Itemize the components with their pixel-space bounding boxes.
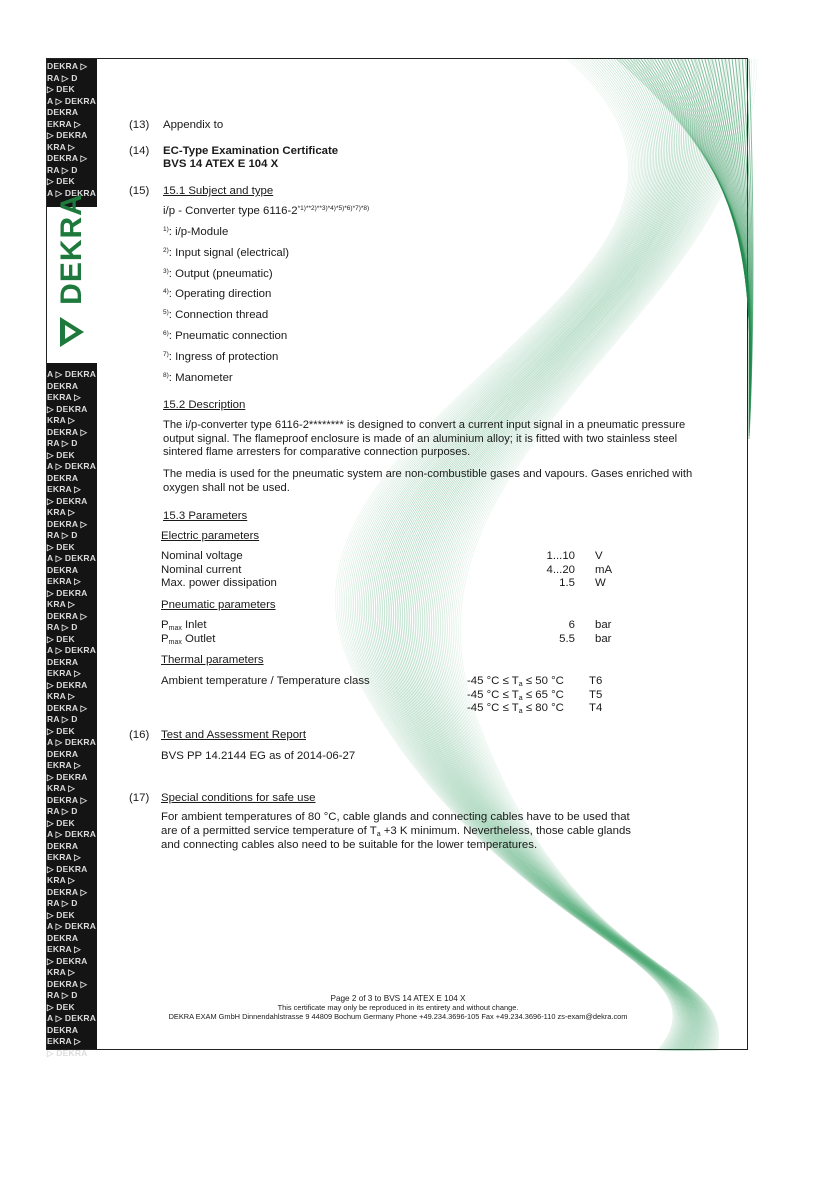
section-14-number: (14) — [129, 145, 150, 157]
legend-item-label: : Manometer — [168, 371, 233, 384]
temperature-range-post: ≤ 50 °C — [522, 675, 564, 687]
temperature-class: T6 — [589, 675, 603, 687]
footer-reproduction-notice: This certificate may only be reproduced in its entirety and without change. — [277, 1003, 519, 1012]
test-report-reference: BVS PP 14.2144 EG as of 2014-06-27 — [161, 750, 356, 762]
pneumatic-param-label — [161, 633, 215, 646]
temperature-range-sub: a — [518, 708, 523, 715]
converter-type-label: i/p - Converter type 6116-2 — [163, 205, 298, 217]
electric-param-label: Max. power dissipation — [161, 577, 277, 589]
pneumatic-parameters-heading: Pneumatic parameters — [161, 599, 276, 611]
electric-param-value: 1.5 — [559, 577, 575, 589]
temperature-range-pre: -45 °C ≤ T — [467, 702, 519, 714]
legend-item-index: 8) — [163, 371, 169, 379]
pneumatic-param-p: P — [161, 619, 169, 631]
temperature-range-pre: -45 °C ≤ T — [467, 675, 519, 687]
legend-item-index: 3) — [163, 267, 169, 275]
legend-item-index: 5) — [163, 309, 169, 317]
certificate-content — [47, 59, 747, 1049]
electric-parameters-heading: Electric parameters — [161, 530, 260, 542]
electric-param-unit: W — [595, 577, 606, 589]
temperature-range-sub: a — [518, 681, 523, 688]
electric-param-unit: V — [595, 550, 603, 562]
legend-item-label: : Operating direction — [168, 288, 272, 301]
special-conditions-line-1: For ambient temperatures of 80 °C, cable glands and connecting cables have to be used that — [161, 811, 630, 823]
electric-param-unit: mA — [595, 563, 613, 576]
electric-param-value: 4...20 — [546, 563, 575, 576]
legend-item-label: : Input signal (electrical) — [168, 246, 290, 259]
converter-type-code: *1)**2)**3)*4)*5)*6)*7)*8) — [297, 205, 370, 212]
pneumatic-param-sub: max — [168, 638, 182, 646]
temperature-range — [467, 689, 564, 702]
pneumatic-param-label: Inlet — [181, 619, 207, 631]
type-code-legend-item — [163, 309, 268, 322]
converter-type — [163, 205, 369, 218]
special-conditions-line-2 — [161, 825, 631, 838]
description-paragraph-2: The media is used for the pneumatic system are non-combustible gases and vapours. Gases enriched with oxygen shall not be used. — [163, 468, 693, 494]
pneumatic-param-value: 5.5 — [559, 632, 575, 645]
pneumatic-param-sub: max — [168, 625, 182, 632]
section-16-number: (16) — [129, 729, 150, 741]
description-paragraph-1: The i/p-converter type 6116-2******** is designed to convert a current input signal in a pneumatic pressure output signal. The flameproof enclosure is made of an aluminium alloy; it is fitted with two stainless steel sintered flame arresters for comparative connection purposes. — [163, 419, 686, 458]
type-code-legend-item — [163, 247, 289, 260]
dekra-logo-text: DEKRA — [55, 193, 88, 305]
parameters-heading: 15.3 Parameters — [163, 510, 248, 522]
temperature-range-post: ≤ 80 °C — [522, 702, 564, 714]
type-code-legend-item — [163, 226, 228, 239]
thermal-parameters-heading: Thermal parameters — [161, 654, 264, 666]
temperature-range-sub: a — [518, 694, 523, 702]
legend-item-label: : Output (pneumatic) — [168, 267, 273, 280]
legend-item-index: 6) — [163, 330, 169, 337]
legend-item-index: 4) — [163, 288, 169, 296]
special-conditions-line-2-a: are of a permitted service temperature of T — [161, 825, 377, 837]
electric-param-label: Nominal voltage — [161, 550, 243, 562]
legend-item-label: : i/p-Module — [168, 226, 229, 238]
pneumatic-param-unit: bar — [595, 619, 612, 631]
type-code-legend-item — [163, 330, 287, 343]
special-conditions-line-2-b: +3 K minimum. Nevertheless, those cable glands — [380, 825, 631, 837]
legend-item-label: : Ingress of protection — [168, 350, 279, 363]
description-heading: 15.2 Description — [163, 399, 246, 411]
certificate-type: EC-Type Examination Certificate — [163, 145, 339, 157]
legend-item-index: 1) — [163, 226, 169, 233]
temperature-class: T5 — [589, 688, 603, 701]
type-code-legend-item — [163, 351, 278, 364]
section-17-number: (17) — [129, 792, 150, 804]
temperature-range — [467, 675, 564, 688]
electric-param-value: 1...10 — [546, 550, 575, 562]
temperature-class: T4 — [589, 702, 603, 714]
electric-param-label: Nominal current — [161, 563, 242, 576]
legend-item-index: 7) — [163, 350, 169, 358]
subject-type-heading: 15.1 Subject and type — [163, 185, 274, 197]
special-conditions-line-3: and connecting cables also need to be suitable for the lower temperatures. — [161, 839, 538, 851]
pneumatic-param-label: Outlet — [181, 632, 216, 645]
footer-address: DEKRA EXAM GmbH Dinnendahlstrasse 9 44809 Bochum Germany Phone +49.234.3696-105 Fax +49.234.3696-110 zs-exam@dekra.com — [168, 1012, 628, 1021]
legend-item-label: : Connection thread — [168, 309, 269, 322]
legend-item-index: 2) — [163, 246, 169, 254]
pneumatic-param-p: P — [161, 632, 169, 645]
test-report-heading: Test and Assessment Report — [161, 729, 306, 741]
legend-item-label: : Pneumatic connection — [168, 330, 288, 342]
pneumatic-param-value: 6 — [568, 619, 575, 631]
certificate-page — [46, 58, 748, 1058]
pneumatic-param-label — [161, 619, 207, 632]
footer-page-number: Page 2 of 3 to BVS 14 ATEX E 104 X — [330, 994, 466, 1003]
appendix-label: Appendix to — [163, 119, 224, 131]
strip-pattern-bottom: A ▷ DEKRA DEKRA EKRA ▷ ▷ DEKRA KRA ▷ DEKRA ▷ RA ▷ D ▷ DEK A ▷ DEKRA DEKRA EKRA ▷ ▷ DEKRA KRA ▷ DEKRA ▷ RA ▷ D ▷ DEK A ▷ DEKRA DEKRA EKRA ▷ ▷ DEKRA KRA ▷ DEKRA ▷ RA ▷ D ▷ DEK A ▷ DEKRA DEKRA EKRA ▷ ▷ DEKRA KRA ▷ DEKRA ▷ RA ▷ D ▷ DEK A ▷ DEKRA DEKRA EKRA ▷ ▷ DEKRA KRA ▷ DEKRA ▷ RA ▷ D ▷ DEK A ▷ DEKRA DEKRA EKRA ▷ ▷ DEKRA KRA ▷ DEKRA ▷ RA ▷ D ▷ DEK A ▷ DEKRA DEKRA EKRA ▷ ▷ DEKRA KRA ▷ DEKRA ▷ RA ▷ D ▷ DEK A ▷ DEKRA DEKRA EKRA ▷ ▷ DEKRA — [47, 369, 97, 1058]
type-code-legend-item — [163, 372, 233, 385]
ambient-temperature-label: Ambient temperature / Temperature class — [161, 675, 370, 687]
type-code-legend-item — [163, 288, 271, 301]
temperature-range-pre: -45 °C ≤ T — [467, 688, 519, 701]
strip-pattern-top: DEKRA ▷ RA ▷ D ▷ DEK A ▷ DEKRA DEKRA EKRA ▷ ▷ DEKRA KRA ▷ DEKRA ▷ RA ▷ D ▷ DEK A ▷ DEKRA — [47, 61, 97, 198]
section-13-number: (13) — [129, 119, 150, 131]
certificate-number: BVS 14 ATEX E 104 X — [163, 158, 279, 170]
section-15-number: (15) — [129, 185, 150, 197]
type-code-legend-item — [163, 268, 273, 281]
special-conditions-heading: Special conditions for safe use — [161, 792, 316, 804]
pneumatic-param-unit: bar — [595, 632, 612, 645]
temperature-range-post: ≤ 65 °C — [522, 688, 564, 701]
temperature-range — [467, 702, 564, 715]
special-conditions-line-2-sub: a — [376, 831, 381, 838]
